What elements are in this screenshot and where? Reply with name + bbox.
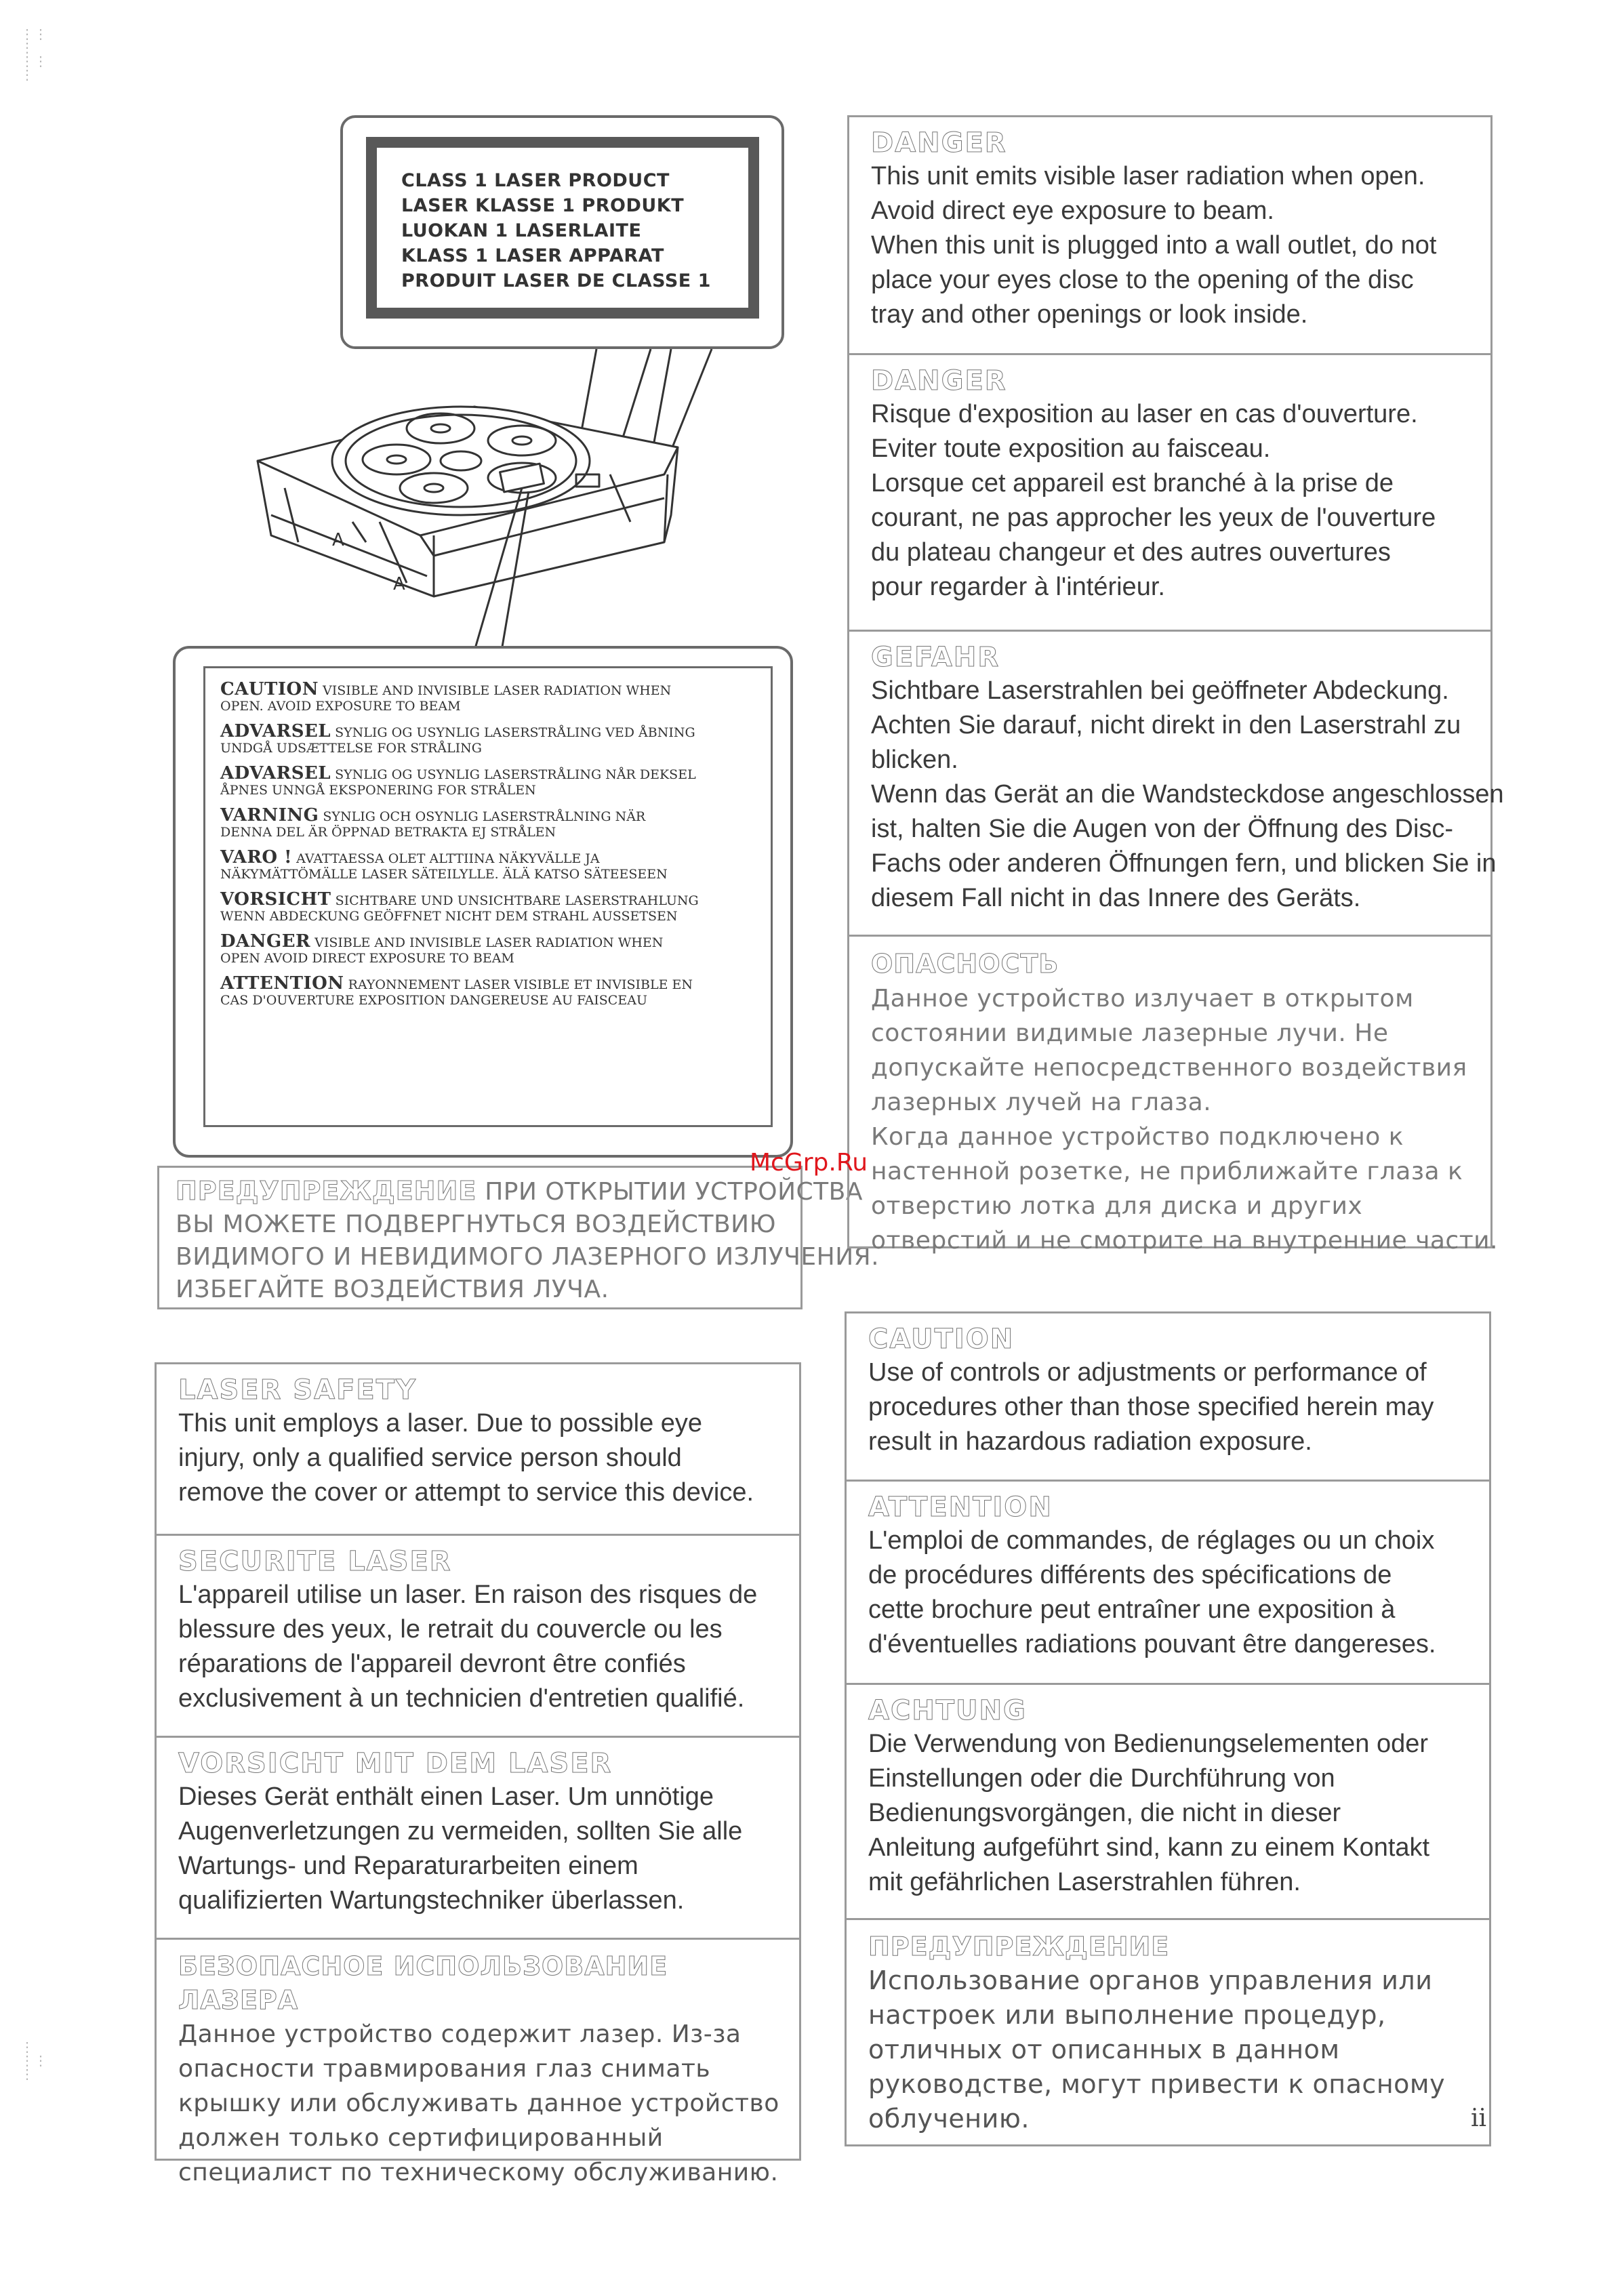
disc-changer-illustration <box>0 0 813 678</box>
ru-warning-text: ИЗБЕГАЙТЕ ВОЗДЕЙСТВИЯ ЛУЧА. <box>176 1276 609 1303</box>
section-heading: БЕЗОПАСНОЕ ИСПОЛЬЗОВАНИЕ ЛАЗЕРА <box>178 1951 668 2015</box>
body-line: Wartungs- und Reparaturarbeiten einem <box>178 1852 638 1880</box>
caution-label-line <box>220 763 771 783</box>
body-line: специалист по техническому обслуживанию. <box>178 2159 779 2186</box>
caution-label-text: OPEN AVOID DIRECT EXPOSURE TO BEAM <box>220 951 514 966</box>
gefahr-section <box>849 630 1504 935</box>
body-line: result in hazardous radiation exposure. <box>868 1427 1312 1456</box>
caution-label-key: DANGER <box>220 931 311 952</box>
caution-label-text: NÄKYMÄTTÖMÄLLE LASER SÄTEILYLLE. ÄLÄ KATSO SÄTEESEEN <box>220 867 668 882</box>
caution-label-text: SYNLIG OG USYNLIG LASERSTRÅLING NÅR DEKSEL <box>335 767 696 782</box>
caution-label-key: VARO ! <box>220 847 293 868</box>
caution-box <box>845 1311 1491 2146</box>
caution-label-line <box>220 931 771 952</box>
svg-text:A: A <box>332 530 344 550</box>
body-line: place your eyes close to the opening of the disc <box>871 266 1414 294</box>
body-line: This unit emits visible laser radiation when open. <box>871 162 1425 190</box>
caution-label-text: SICHTBARE UND UNSICHTBARE LASERSTRAHLUNG <box>335 893 699 908</box>
body-line: qualifizierten Wartungstechniker überlassen. <box>178 1886 685 1915</box>
preduprezhdenie-section <box>847 1918 1489 2148</box>
caution-label-text: WENN ABDECKUNG GEÖFFNET NICHT DEM STRAHL AUSSETSEN <box>220 909 678 924</box>
ru-warning-line <box>176 1175 863 1208</box>
body-line: du plateau changeur et des autres ouvertures <box>871 538 1391 567</box>
body-line: Einstellungen oder die Durchführung von <box>868 1764 1335 1793</box>
scan-noise: ⋮⋮ ⋮ ⋮⋮ ⋮ <box>20 26 47 83</box>
danger-fr-section <box>849 353 1490 630</box>
caution-label-text: VISIBLE AND INVISIBLE LASER RADIATION WHEN <box>314 935 664 950</box>
section-heading: DANGER <box>871 127 1007 159</box>
class1-label-line: LUOKAN 1 LASERLAITE <box>401 220 642 241</box>
body-line: настенной розетке, не приближайте глаза к <box>871 1158 1463 1185</box>
body-line: лазерных лучей на глаза. <box>871 1088 1212 1116</box>
page-number: ii <box>1471 2104 1487 2132</box>
attention-section <box>847 1480 1489 1683</box>
body-line: blessure des yeux, le retrait du couvercle ou les <box>178 1615 723 1644</box>
ru-warning-text: ВИДИМОГО И НЕВИДИМОГО ЛАЗЕРНОГО ИЗЛУЧЕНИЯ. <box>176 1243 880 1271</box>
laser-safety-en-section <box>157 1364 799 1534</box>
caution-label-text: RAYONNEMENT LASER VISIBLE ET INVISIBLE EN <box>348 977 693 992</box>
section-heading: LASER SAFETY <box>178 1374 417 1406</box>
body-line: Use of controls or adjustments or performance of <box>868 1358 1427 1387</box>
body-line: должен только сертифицированный <box>178 2124 664 2152</box>
svg-text:A: A <box>393 574 405 594</box>
body-line: Dieses Gerät enthält einen Laser. Um unnötige <box>178 1782 714 1811</box>
caution-label-line <box>220 721 771 741</box>
body-line: Данное устройство содержит лазер. Из-за <box>178 2020 742 2048</box>
section-heading: SECURITE LASER <box>178 1546 452 1577</box>
opasnost-section <box>849 935 1499 1255</box>
body-line: ist, halten Sie die Augen von der Öffnung des Disc- <box>871 815 1454 843</box>
caution-label-line <box>220 973 771 994</box>
body-line: отверстию лотка для диска и других <box>871 1192 1363 1220</box>
caution-label <box>203 666 773 1127</box>
caution-label-key: ATTENTION <box>220 973 344 994</box>
body-line: опасности травмирования глаз снимать <box>178 2055 711 2083</box>
caution-label-text: VISIBLE AND INVISIBLE LASER RADIATION WHEN <box>323 683 672 698</box>
body-line: L'emploi de commandes, de réglages ou un choix <box>868 1526 1435 1555</box>
laser-safety-ru-section <box>157 1938 799 2186</box>
body-line: Anleitung aufgeführt sind, kann zu einem Kontakt <box>868 1833 1430 1862</box>
body-line: procedures other than those specified herein may <box>868 1393 1434 1421</box>
body-line: отверстий и не смотрите на внутренние части. <box>871 1227 1499 1255</box>
body-line: Achten Sie darauf, nicht direkt in den Laserstrahl zu <box>871 711 1461 739</box>
body-line: Sichtbare Laserstrahlen bei geöffneter Abdeckung. <box>871 676 1449 705</box>
caution-label-line <box>220 805 771 826</box>
body-line: remove the cover or attempt to service this device. <box>178 1478 754 1507</box>
section-heading: GEFAHR <box>871 642 1000 673</box>
caution-label-line <box>220 889 771 910</box>
body-line: tray and other openings or look inside. <box>871 300 1308 329</box>
body-line: Eviter toute exposition au faisceau. <box>871 434 1271 463</box>
body-line: Bedienungsvorgängen, die nicht in dieser <box>868 1799 1341 1827</box>
section-heading: VORSICHT MIT DEM LASER <box>178 1748 613 1779</box>
body-line: облучению. <box>868 2104 1030 2134</box>
body-line: When this unit is plugged into a wall outlet, do not <box>871 231 1437 260</box>
section-heading: ACHTUNG <box>868 1695 1027 1726</box>
laser-safety-fr-section <box>157 1534 799 1736</box>
body-line: допускайте непосредственного воздействия <box>871 1054 1467 1082</box>
body-line: This unit employs a laser. Due to possible eye <box>178 1409 703 1438</box>
class1-label-line: KLASS 1 LASER APPARAT <box>401 245 664 266</box>
caution-label-text: AVATTAESSA OLET ALTTIINA NÄKYVÄLLE JA <box>296 851 600 866</box>
laser-safety-de-section <box>157 1736 799 1938</box>
body-line: Когда данное устройство подключено к <box>871 1123 1404 1151</box>
body-line: Augenverletzungen zu vermeiden, sollten Sie alle <box>178 1817 743 1846</box>
body-line: d'éventuelles radiations pouvant être dangereses. <box>868 1630 1436 1658</box>
caution-label-line <box>220 847 771 868</box>
class1-label-line: LASER KLASSE 1 PRODUKT <box>401 195 685 216</box>
body-line: cette brochure peut entraîner une exposition à <box>868 1595 1396 1624</box>
section-heading: ATTENTION <box>868 1492 1053 1523</box>
body-line: Lorsque cet appareil est branché à la prise de <box>871 469 1394 497</box>
danger-en-section <box>849 117 1490 353</box>
ru-warning-text: ПРИ ОТКРЫТИИ УСТРОЙСТВА <box>485 1178 863 1206</box>
caution-label-text: SYNLIG OG USYNLIG LASERSTRÅLING VED ÅBNING <box>335 725 695 740</box>
section-heading: CAUTION <box>868 1324 1015 1355</box>
body-line: réparations de l'appareil devront être confiés <box>178 1650 686 1678</box>
ru-warning-text: ВЫ МОЖЕТЕ ПОДВЕРГНУТЬСЯ ВОЗДЕЙСТВИЮ <box>176 1210 776 1238</box>
body-line: mit gefährlichen Laserstrahlen führen. <box>868 1868 1301 1896</box>
body-line: L'appareil utilise un laser. En raison des risques de <box>178 1581 758 1609</box>
danger-box <box>847 115 1504 1255</box>
class1-label-line: PRODUIT LASER DE CLASSE 1 <box>401 270 711 291</box>
caution-label-text: CAS D'OUVERTURE EXPOSITION DANGEREUSE AU FAISCEAU <box>220 993 647 1008</box>
body-line: injury, only a qualified service person should <box>178 1444 682 1472</box>
body-line: courant, ne pas approcher les yeux de l'ouverture <box>871 504 1436 532</box>
caution-label-key: ADVARSEL <box>220 763 331 783</box>
caution-label-key: VORSICHT <box>220 889 331 910</box>
body-line: de procédures différents des spécifications de <box>868 1561 1392 1589</box>
body-line: Avoid direct eye exposure to beam. <box>871 197 1274 225</box>
section-heading: ОПАСНОСТЬ <box>871 949 1059 979</box>
caution-label-text: DENNA DEL ÄR ÖPPNAD BETRAKTA EJ STRÅLEN <box>220 825 556 840</box>
caution-label-text: UNDGÅ UDSÆTTELSE FOR STRÅLING <box>220 741 482 756</box>
body-line: Данное устройство излучает в открытом <box>871 985 1414 1013</box>
body-line: крышку или обслуживать данное устройство <box>178 2090 779 2117</box>
class1-label-line: CLASS 1 LASER PRODUCT <box>401 170 670 191</box>
caution-label-key: CAUTION <box>220 679 319 699</box>
body-line: отличных от описанных в данном <box>868 2035 1340 2064</box>
body-line: exclusivement à un technicien d'entretien qualifié. <box>178 1684 745 1713</box>
ru-warning-box <box>157 1166 880 1309</box>
body-line: состоянии видимые лазерные лучи. Не <box>871 1019 1389 1047</box>
body-line: настроек или выполнение процедур, <box>868 2000 1386 2030</box>
section-heading: ПРЕДУПРЕЖДЕНИЕ <box>868 1932 1170 1961</box>
caution-label-key: ADVARSEL <box>220 721 331 741</box>
caution-label-text: SYNLIG OCH OSYNLIG LASERSTRÅLNING NÄR <box>323 809 646 824</box>
achtung-section <box>847 1683 1489 1918</box>
watermark: McGrp.Ru <box>750 1149 868 1177</box>
ru-warning-heading: ПРЕДУПРЕЖДЕНИЕ <box>176 1176 477 1206</box>
body-line: руководстве, могут привести к опасному <box>868 2069 1446 2099</box>
body-line: diesem Fall nicht in das Innere des Geräts. <box>871 884 1361 912</box>
caution-en-section <box>847 1313 1489 1480</box>
caution-label-text: OPEN. AVOID EXPOSURE TO BEAM <box>220 699 461 714</box>
body-line: Die Verwendung von Bedienungselementen oder <box>868 1730 1429 1758</box>
caution-label-key: VARNING <box>220 805 319 826</box>
body-line: Использование органов управления или <box>868 1965 1433 1995</box>
scan-noise: ⋮ ⋮⋮ ⋮ <box>20 2039 47 2082</box>
laser-safety-box <box>155 1362 801 2186</box>
section-heading: DANGER <box>871 365 1007 396</box>
caution-label-line <box>220 679 771 699</box>
body-line: Fachs oder anderen Öffnungen fern, und blicken Sie in <box>871 849 1497 878</box>
body-line: Wenn das Gerät an die Wandsteckdose angeschlossen <box>871 780 1504 809</box>
body-line: Risque d'exposition au laser en cas d'ouverture. <box>871 400 1418 428</box>
body-line: pour regarder à l'intérieur. <box>871 573 1165 601</box>
body-line: blicken. <box>871 746 958 774</box>
caution-label-text: ÅPNES UNNGÅ EKSPONERING FOR STRÅLEN <box>220 783 536 798</box>
